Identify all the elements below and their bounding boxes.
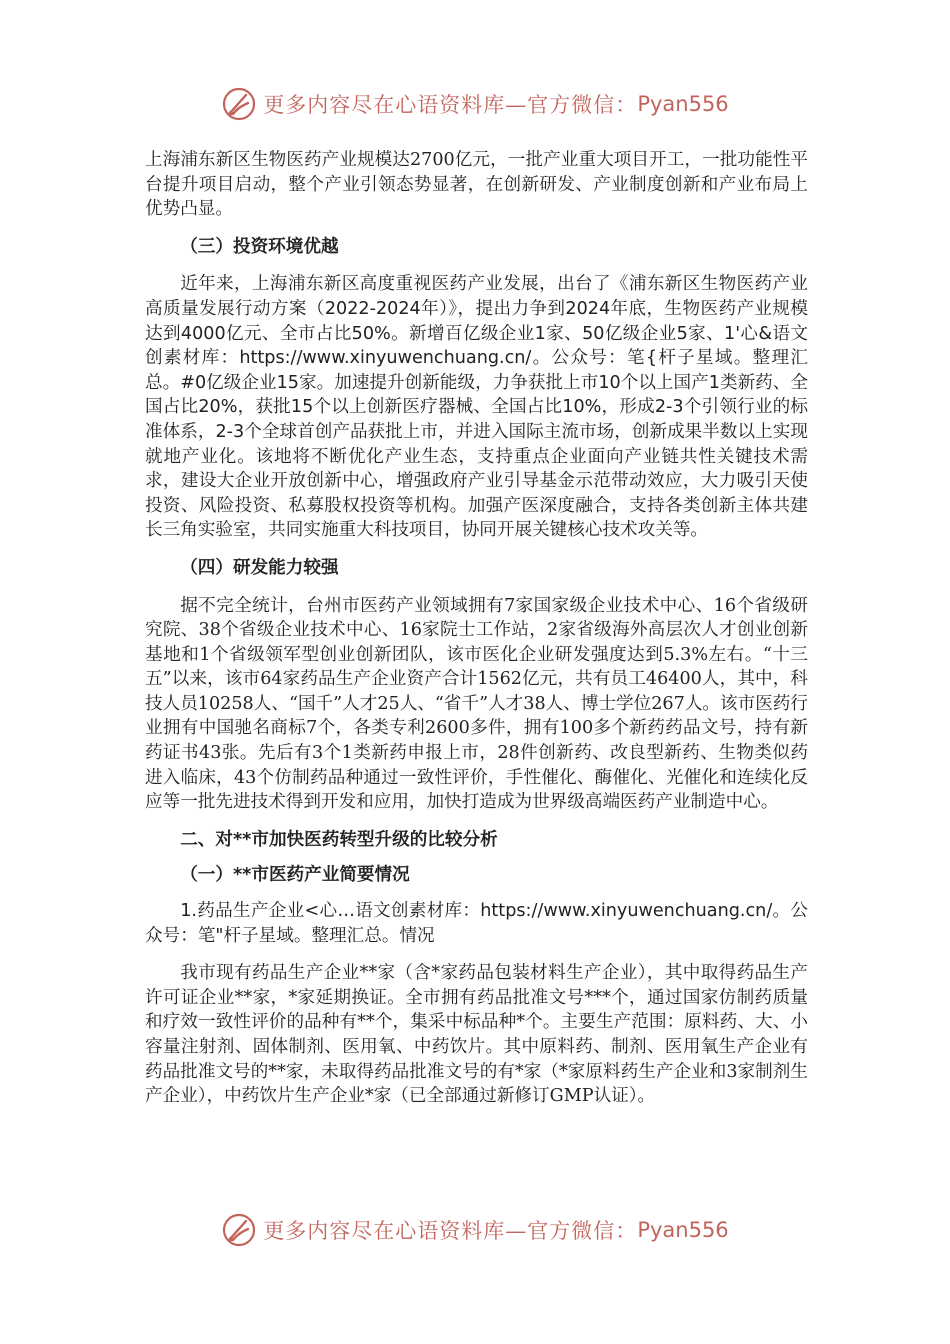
banner-wechat-id: Pyan556 xyxy=(637,1218,729,1242)
header-watermark-banner xyxy=(0,84,950,124)
paragraph-enterprise-detail: 我市现有药品生产企业**家（含*家药品包装材料生产企业），其中取得药品生产许可证企业**家，*家延期换证。全市拥有药品批准文号***个，通过国家仿制药质量和疗效一致性评价的品种有**个，集采中标品种*个。主要生产范围：原料药、大、小容量注射剂、固体制剂、医用氧、中药饮片。其中原料药、制剂、医用氧生产企业有药品批准文号的**家，未取得药品批准文号的有*家（*家原料药生产企业和3家制剂生产企业），中药饮片生产企业*家（已全部通过新修订GMP认证）。 xyxy=(145,963,808,1107)
section-heading-investment: （三）投资环境优越 xyxy=(180,236,339,257)
section-heading-rd: （四）研发能力较强 xyxy=(180,557,339,578)
paragraph-enterprise-title: 1.药品生产企业<心…语文创素材库：https://www.xinyuwenchuang.cn/。公众号：笔"杆子星域。整理汇总。情况 xyxy=(145,901,808,946)
section-heading-overview: （一）**市医药产业简要情况 xyxy=(180,865,410,886)
chapter-heading-comparison: 二、对**市加快医药转型升级的比较分析 xyxy=(180,829,498,850)
banner-text: 更多内容尽在心语资料库—官方微信： xyxy=(263,93,638,117)
banner-text: 更多内容尽在心语资料库—官方微信： xyxy=(263,1219,638,1243)
brush-logo-icon xyxy=(221,1212,257,1248)
paragraph-investment: 近年来，上海浦东新区高度重视医药产业发展，出台了《浦东新区生物医药产业高质量发展行动方案（2022-2024年）》，提出力争到2024年底，生物医药产业规模达到4000亿元、全市占比50%。新增百亿级企业1家、50亿级企业5家、1'心&语文创素材库：https://www.xinyuwenchuang.cn/。公众号：笔{杆子星域。整理汇总。#0亿级企业15家。加速提升创新能级，力争获批上市10个以上国产1类新药、全国占比20%，获批15个以上创新医疗器械、全国占比10%，形成2-3个引领行业的标准体系，2-3个全球首创产品获批上市，并进入国际主流市场，创新成果半数以上实现就地产业化。该地将不断优化产业生态，支持重点企业面向产业链共性关键技术需求，建设大企业开放创新中心，增强政府产业引导基金示范带动效应，大力吸引天使投资、风险投资、私募股权投资等机构。加强产医深度融合，支持各类创新主体共建长三角实验室，共同实施重大科技项目，协同开展关键核心技术攻关等。 xyxy=(145,274,808,541)
paragraph-rd: 据不完全统计，台州市医药产业领域拥有7家国家级企业技术中心、16个省级研究院、38个省级企业技术中心、16家院士工作站，2家省级海外高层次人才创业创新基地和1个省级领军型创业创新团队，该市医化企业研发强度达到5.3%左右。“十三五”以来，该市64家药品生产企业资产合计1562亿元，共有员工46400人，其中，科技人员10258人、“国千”人才25人、“省千”人才38人、博士学位267人。该市医药行业拥有中国驰名商标7个，各类专利2600多件，拥有100多个新药药品文号，持有新药证书43张。先后有3个1类新药申报上市，28件创新药、改良型新药、生物类似药进入临床，43个仿制药品种通过一致性评价，手性催化、酶催化、光催化和连续化反应等一批先进技术得到开发和应用，加快打造成为世界级高端医药产业制造中心。 xyxy=(145,595,808,813)
brush-logo-icon xyxy=(221,86,257,122)
document-body xyxy=(145,148,808,1109)
paragraph-intro: 上海浦东新区生物医药产业规模达2700亿元，一批产业重大项目开工，一批功能性平台提升项目启动，整个产业引领态势显著，在创新研发、产业制度创新和产业布局上优势凸显。 xyxy=(145,150,808,220)
footer-watermark-banner xyxy=(0,1210,950,1250)
banner-wechat-id: Pyan556 xyxy=(637,92,729,116)
